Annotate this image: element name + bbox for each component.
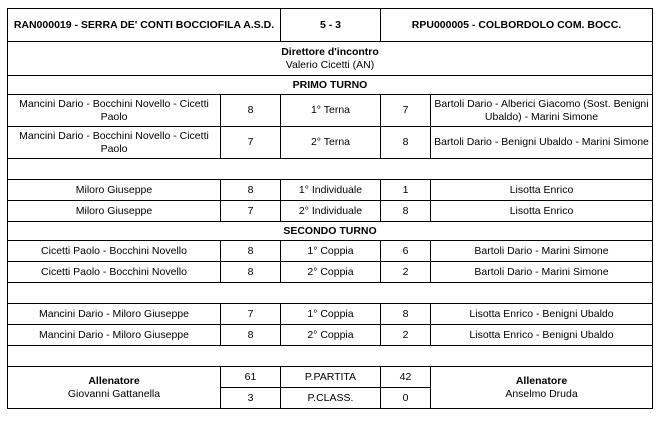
away-players: Bartoli Dario - Marini Simone <box>431 262 653 283</box>
game-type: 1° Individuale <box>281 180 381 201</box>
section-title-second-round: SECONDO TURNO <box>8 222 653 241</box>
match-row <box>8 262 653 283</box>
game-type: 2° Terna <box>281 127 381 159</box>
home-coach-cell <box>8 367 221 409</box>
home-score: 8 <box>221 95 281 127</box>
away-players: Bartoli Dario - Alberici Giacomo (Sost. Benigni Ubaldo) - Marini Simone <box>431 95 653 127</box>
away-score: 1 <box>381 180 431 201</box>
class-label: P.CLASS. <box>281 388 381 409</box>
spacer-row <box>8 283 653 304</box>
director-name: Valerio Cicetti (AN) <box>285 58 375 71</box>
class-home-points: 3 <box>221 388 281 409</box>
partita-label: P.PARTITA <box>281 367 381 388</box>
game-type: 1° Coppia <box>281 241 381 262</box>
partita-away-points: 42 <box>381 367 431 388</box>
home-players: Mancini Dario - Bocchini Novello - Cicetti Paolo <box>8 127 221 159</box>
home-team: RAN000019 - SERRA DE' CONTI BOCCIOFILA A.S.D. <box>8 9 281 42</box>
away-score: 8 <box>381 201 431 222</box>
away-players: Bartoli Dario - Marini Simone <box>431 241 653 262</box>
header-row <box>8 9 653 42</box>
match-report-table <box>7 8 653 409</box>
away-score: 8 <box>381 304 431 325</box>
home-coach-name: Giovanni Gattanella <box>67 387 161 400</box>
away-score: 6 <box>381 241 431 262</box>
match-row <box>8 95 653 127</box>
director-cell <box>8 42 653 76</box>
home-score: 7 <box>221 304 281 325</box>
blank-cell <box>8 283 653 304</box>
section-title-first-round: PRIMO TURNO <box>8 76 653 95</box>
game-type: 2° Individuale <box>281 201 381 222</box>
match-row <box>8 325 653 346</box>
blank-cell <box>8 159 653 180</box>
home-players: Mancini Dario - Bocchini Novello - Cicetti Paolo <box>8 95 221 127</box>
away-players: Bartoli Dario - Benigni Ubaldo - Marini Simone <box>431 127 653 159</box>
section-row <box>8 76 653 95</box>
away-players: Lisotta Enrico - Benigni Ubaldo <box>431 304 653 325</box>
footer-row-partita <box>8 367 653 388</box>
class-away-points: 0 <box>381 388 431 409</box>
home-players: Mancini Dario - Miloro Giuseppe <box>8 304 221 325</box>
section-row <box>8 222 653 241</box>
away-coach-name: Anselmo Druda <box>505 387 578 400</box>
home-players: Miloro Giuseppe <box>8 180 221 201</box>
away-players: Lisotta Enrico <box>431 180 653 201</box>
director-label: Direttore d'incontro <box>281 45 379 58</box>
game-type: 2° Coppia <box>281 325 381 346</box>
home-players: Miloro Giuseppe <box>8 201 221 222</box>
game-type: 1° Coppia <box>281 304 381 325</box>
partita-home-points: 61 <box>221 367 281 388</box>
match-row <box>8 304 653 325</box>
home-score: 8 <box>221 325 281 346</box>
away-score: 7 <box>381 95 431 127</box>
game-type: 2° Coppia <box>281 262 381 283</box>
blank-cell <box>8 346 653 367</box>
match-row <box>8 201 653 222</box>
home-score: 7 <box>221 127 281 159</box>
spacer-row <box>8 346 653 367</box>
away-score: 8 <box>381 127 431 159</box>
away-players: Lisotta Enrico - Benigni Ubaldo <box>431 325 653 346</box>
director-row <box>8 42 653 76</box>
final-score: 5 - 3 <box>281 9 381 42</box>
match-row <box>8 127 653 159</box>
match-row <box>8 241 653 262</box>
away-players: Lisotta Enrico <box>431 201 653 222</box>
away-score: 2 <box>381 262 431 283</box>
away-score: 2 <box>381 325 431 346</box>
spacer-row <box>8 159 653 180</box>
away-coach-label: Allenatore <box>515 374 568 387</box>
home-players: Cicetti Paolo - Bocchini Novello <box>8 241 221 262</box>
home-players: Cicetti Paolo - Bocchini Novello <box>8 262 221 283</box>
away-team: RPU000005 - COLBORDOLO COM. BOCC. <box>381 9 653 42</box>
match-row <box>8 180 653 201</box>
game-type: 1° Terna <box>281 95 381 127</box>
away-coach-cell <box>431 367 653 409</box>
home-score: 7 <box>221 201 281 222</box>
home-coach-label: Allenatore <box>88 374 140 387</box>
home-players: Mancini Dario - Miloro Giuseppe <box>8 325 221 346</box>
home-score: 8 <box>221 241 281 262</box>
home-score: 8 <box>221 262 281 283</box>
home-score: 8 <box>221 180 281 201</box>
